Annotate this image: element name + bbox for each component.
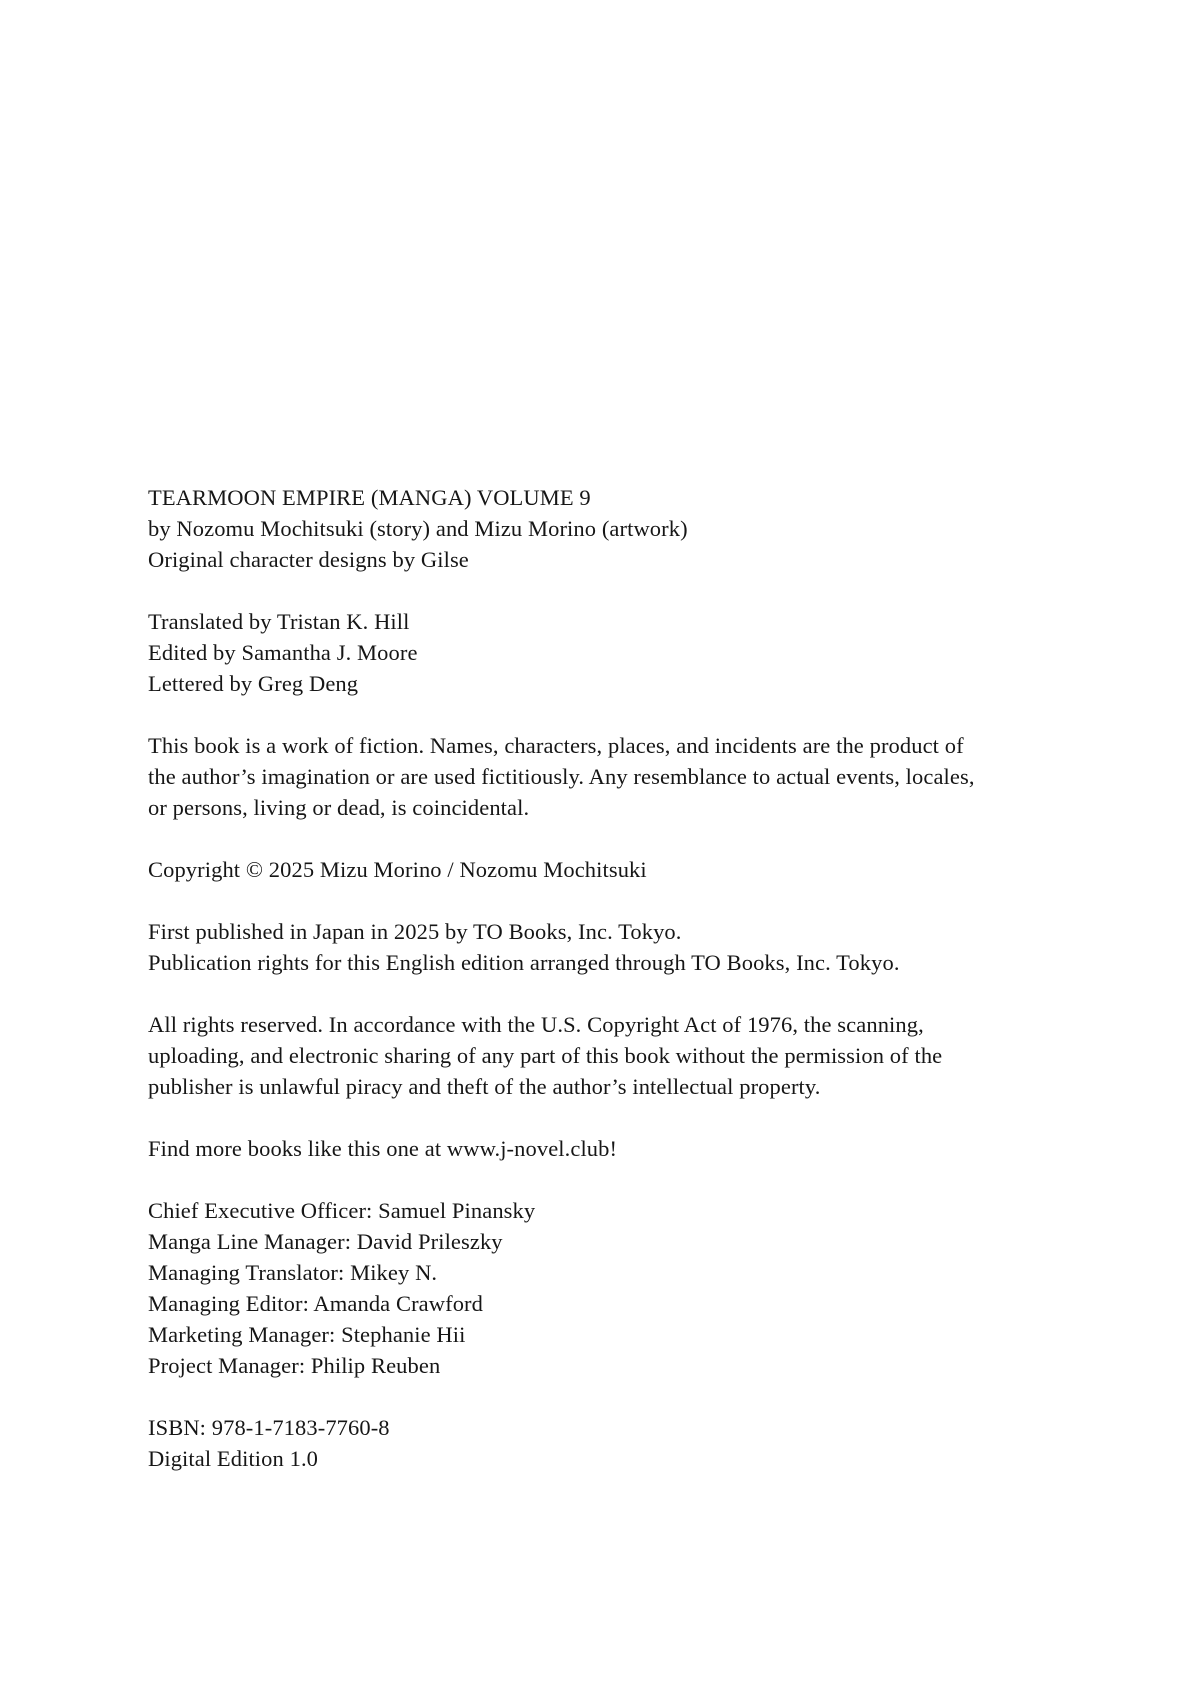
edition-info: [148, 1412, 1078, 1474]
promo-line: Find more books like this one at www.j-novel.club!: [148, 1136, 618, 1161]
marketing-manager-line: Marketing Manager: Stephanie Hii: [148, 1322, 466, 1347]
publication-rights-line: Publication rights for this English edition arranged through TO Books, Inc. Tokyo.: [148, 950, 900, 975]
author-credit: by Nozomu Mochitsuki (story) and Mizu Morino (artwork): [148, 516, 688, 541]
staff-credits: [148, 606, 1078, 699]
promo-line-block: [148, 1133, 1078, 1164]
rights-line-2: uploading, and electronic sharing of any part of this book without the permission of the: [148, 1043, 943, 1068]
letterer-credit: Lettered by Greg Deng: [148, 671, 359, 696]
first-published-line: First published in Japan in 2025 by TO Books, Inc. Tokyo.: [148, 919, 682, 944]
managing-editor-line: Managing Editor: Amanda Crawford: [148, 1291, 483, 1316]
publication-info: [148, 916, 1078, 978]
copyright-notice: [148, 854, 1078, 885]
rights-line-1: All rights reserved. In accordance with the U.S. Copyright Act of 1976, the scanning,: [148, 1012, 924, 1037]
disclaimer-line-3: or persons, living or dead, is coincidental.: [148, 795, 530, 820]
rights-line-3: publisher is unlawful piracy and theft of the author’s intellectual property.: [148, 1074, 821, 1099]
manga-line-manager-line: Manga Line Manager: David Prileszky: [148, 1229, 503, 1254]
managing-translator-line: Managing Translator: Mikey N.: [148, 1260, 438, 1285]
translator-credit: Translated by Tristan K. Hill: [148, 609, 410, 634]
isbn-line: ISBN: 978-1-7183-7760-8: [148, 1415, 390, 1440]
copyright-line: Copyright © 2025 Mizu Morino / Nozomu Mochitsuki: [148, 857, 647, 882]
disclaimer-line-1: This book is a work of fiction. Names, characters, places, and incidents are the product of: [148, 733, 964, 758]
colophon-page: [148, 482, 1078, 1474]
rights-notice: [148, 1009, 1078, 1102]
disclaimer-line-2: the author’s imagination or are used fictitiously. Any resemblance to actual events, locales,: [148, 764, 975, 789]
editor-credit: Edited by Samantha J. Moore: [148, 640, 418, 665]
fiction-disclaimer: [148, 730, 1078, 823]
book-title: TEARMOON EMPIRE (MANGA) VOLUME 9: [148, 485, 591, 510]
project-manager-line: Project Manager: Philip Reuben: [148, 1353, 441, 1378]
company-staff-list: [148, 1195, 1078, 1381]
ceo-line: Chief Executive Officer: Samuel Pinansky: [148, 1198, 536, 1223]
title-block: [148, 482, 1078, 575]
character-design-credit: Original character designs by Gilse: [148, 547, 469, 572]
digital-edition-line: Digital Edition 1.0: [148, 1446, 319, 1471]
